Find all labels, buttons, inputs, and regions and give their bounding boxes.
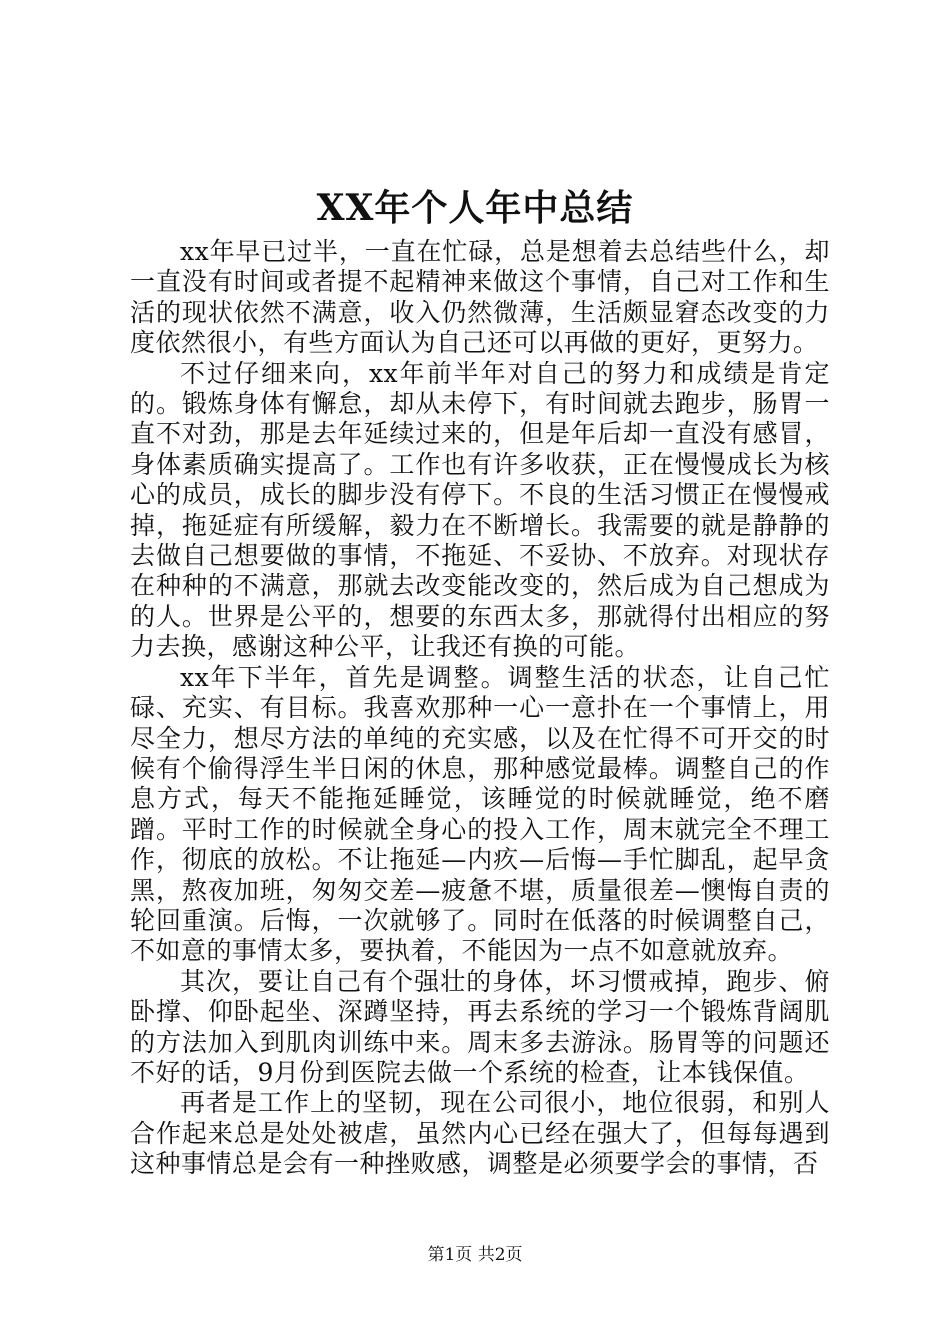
paragraph-1: xx年早已过半，一直在忙碌，总是想着去总结些什么，却一直没有时间或者提不起精神来做这个事情，自己对工作和生活的现状依然不满意，收入仍然微薄，生活颇显窘态改变的力度依然很小，有些方面认为自己还可以再做的更好，更努力。 bbox=[130, 237, 830, 358]
document-title: XX年个人年中总结 bbox=[316, 187, 634, 229]
paragraph-5: 再者是工作上的坚韧，现在公司很小，地位很弱，和别人合作起来总是处处被虐，虽然内心已经在强大了，但每每遇到这种事情总是会有一种挫败感，调整是必须要学会的事情，否 bbox=[130, 1088, 830, 1179]
paragraph-2: 不过仔细来向，xx年前半年对自己的努力和成绩是肯定的。锻炼身体有懈怠，却从未停下，有时间就去跑步，肠胃一直不对劲，那是去年延续过来的，但是年后却一直没有感冒，身体素质确实提高了。工作也有许多收获，正在慢慢成长为核心的成员，成长的脚步没有停下。不良的生活习惯正在慢慢戒掉，拖延症有所缓解，毅力在不断增长。我需要的就是静静的去做自己想要做的事情，不拖延、不妥协、不放弃。对现状存在种种的不满意，那就去改变能改变的，然后成为自己想成为的人。世界是公平的，想要的东西太多，那就得付出相应的努力去换，感谢这种公平，让我还有换的可能。 bbox=[130, 358, 830, 662]
paragraph-3: xx年下半年，首先是调整。调整生活的状态，让自己忙碌、充实、有目标。我喜欢那种一心一意扑在一个事情上，用尽全力，想尽方法的单纯的充实感，以及在忙得不可开交的时候有个偷得浮生半日闲的休息，那种感觉最棒。调整自己的作息方式，每天不能拖延睡觉，该睡觉的时候就睡觉，绝不磨蹭。平时工作的时候就全身心的投入工作，周末就完全不理工作，彻底的放松。不让拖延—内疚—后悔—手忙脚乱，起早贪黑，熬夜加班，匆匆交差—疲惫不堪，质量很差—懊悔自责的轮回重演。后悔，一次就够了。同时在低落的时候调整自己，不如意的事情太多，要执着，不能因为一点不如意就放弃。 bbox=[130, 662, 830, 966]
document-body bbox=[130, 237, 830, 1180]
page-footer: 第1页 共2页 bbox=[427, 1245, 523, 1265]
paragraph-4: 其次，要让自己有个强壮的身体，坏习惯戒掉，跑步、俯卧撑、仰卧起坐、深蹲坚持，再去系统的学习一个锻炼背阔肌的方法加入到肌肉训练中来。周末多去游泳。肠胃等的问题还不好的话，9月份到医院去做一个系统的检查，让本钱保值。 bbox=[130, 966, 830, 1087]
